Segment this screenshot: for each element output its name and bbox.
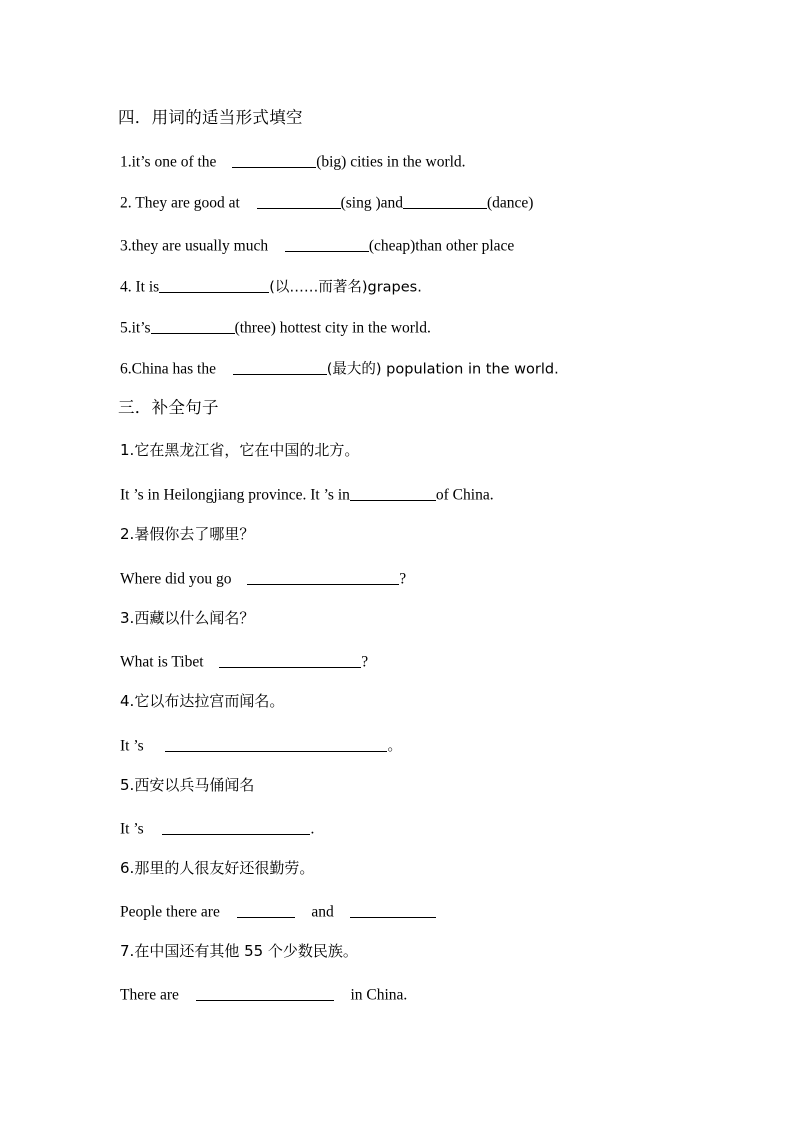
sentence-2-english-before: Where did you go (120, 570, 232, 588)
question-1-after: (big) cities in the world. (316, 153, 466, 171)
question-6-after: (最大的) population in the world. (326, 361, 559, 378)
sentence-1-blank[interactable] (350, 485, 436, 501)
question-3-before: they are usually much (131, 237, 269, 255)
sentence-2-english (120, 569, 406, 587)
sentence-4-chinese (120, 694, 284, 709)
question-1 (120, 152, 466, 170)
sentence-5-english-after: . (310, 820, 315, 838)
question-2-number: 2. (120, 194, 132, 212)
sentence-7-blank[interactable] (196, 985, 334, 1001)
sentence-5-english-before: It ’s (120, 820, 144, 838)
sentence-3-english-before: What is Tibet (120, 653, 204, 671)
section-one-heading: 四．用词的适当形式填空 (118, 108, 303, 127)
sentence-3-chinese-text: 西藏以什么闻名？ (134, 609, 255, 627)
question-3-number: 3. (120, 237, 132, 255)
sentence-1-chinese-text: 它在黑龙江省，它在中国的北方。 (134, 441, 360, 459)
sentence-4-english (120, 736, 402, 754)
question-2-blank-1[interactable] (257, 193, 341, 209)
question-5 (120, 318, 431, 336)
sentence-1-number: 1. (120, 441, 135, 459)
question-2-before: They are good at (131, 194, 240, 212)
question-4-blank[interactable] (159, 277, 269, 293)
sentence-1-english-after: of China. (435, 486, 494, 504)
sentence-6-chinese-text: 那里的人很友好还很勤劳。 (134, 859, 315, 877)
sentence-4-english-before: It ’s (120, 737, 144, 755)
sentence-4-blank[interactable] (165, 736, 387, 752)
sentence-7-chinese-text: 在中国还有其他 55 个少数民族。 (134, 942, 358, 960)
sentence-7-english-after: in China. (350, 986, 408, 1004)
question-1-before: it’s one of the (131, 153, 217, 171)
sentence-7-english-before: There are (120, 986, 179, 1004)
sentence-6-blank-2[interactable] (350, 902, 436, 918)
question-4-number: 4. (120, 278, 132, 296)
sentence-3-chinese (120, 611, 254, 626)
question-6-before: China has the (131, 360, 216, 378)
question-6 (120, 359, 559, 377)
sentence-6-blank-1[interactable] (237, 902, 295, 918)
question-1-blank[interactable] (232, 152, 316, 168)
question-3-after: (cheap)than other place (368, 237, 515, 255)
sentence-5-blank[interactable] (162, 819, 310, 835)
sentence-5-number: 5. (120, 776, 135, 794)
sentence-5-english (120, 819, 314, 837)
question-4-before: It is (131, 278, 160, 296)
question-2-after: (sing )and (340, 194, 403, 212)
sentence-6-english (120, 902, 436, 920)
sentence-4-number: 4. (120, 692, 135, 710)
question-5-number: 5. (120, 319, 132, 337)
question-6-blank[interactable] (233, 359, 327, 375)
question-4-after: (以……而著名)grapes. (269, 279, 422, 296)
question-4 (120, 277, 422, 295)
question-3-blank[interactable] (285, 236, 369, 252)
sentence-3-number: 3. (120, 609, 135, 627)
question-1-number: 1. (120, 153, 132, 171)
question-5-after: (three) hottest city in the world. (234, 319, 431, 337)
sentence-6-english-middle: and (311, 903, 334, 921)
question-5-before: it’s (131, 319, 151, 337)
sentence-7-chinese (120, 944, 358, 959)
sentence-2-blank[interactable] (247, 569, 399, 585)
sentence-5-chinese (120, 778, 254, 793)
question-5-blank[interactable] (151, 318, 235, 334)
question-2 (120, 193, 533, 211)
sentence-1-english (120, 485, 494, 503)
sentence-2-number: 2. (120, 525, 135, 543)
question-2-blank-2[interactable] (403, 193, 487, 209)
sentence-6-number: 6. (120, 859, 135, 877)
sentence-4-chinese-text: 它以布达拉宫而闻名。 (134, 692, 285, 710)
sentence-5-chinese-text: 西安以兵马俑闻名 (134, 776, 255, 794)
section-two-heading: 三．补全句子 (118, 398, 219, 417)
sentence-4-english-after: 。 (387, 738, 402, 755)
question-2-after-2: (dance) (486, 194, 534, 212)
sentence-1-chinese (120, 443, 359, 458)
sentence-7-number: 7. (120, 942, 135, 960)
sentence-2-chinese (120, 527, 254, 542)
sentence-3-blank[interactable] (219, 652, 361, 668)
question-3 (120, 236, 514, 254)
sentence-3-english-after: ? (361, 653, 369, 671)
sentence-2-english-after: ? (399, 570, 407, 588)
sentence-3-english (120, 652, 368, 670)
sentence-1-english-before: It ’s in Heilongjiang province. It ’s in (120, 486, 350, 504)
sentence-7-english (120, 985, 407, 1003)
sentence-2-chinese-text: 暑假你去了哪里？ (134, 525, 255, 543)
question-6-number: 6. (120, 360, 132, 378)
sentence-6-english-before: People there are (120, 903, 220, 921)
sentence-6-chinese (120, 861, 314, 876)
